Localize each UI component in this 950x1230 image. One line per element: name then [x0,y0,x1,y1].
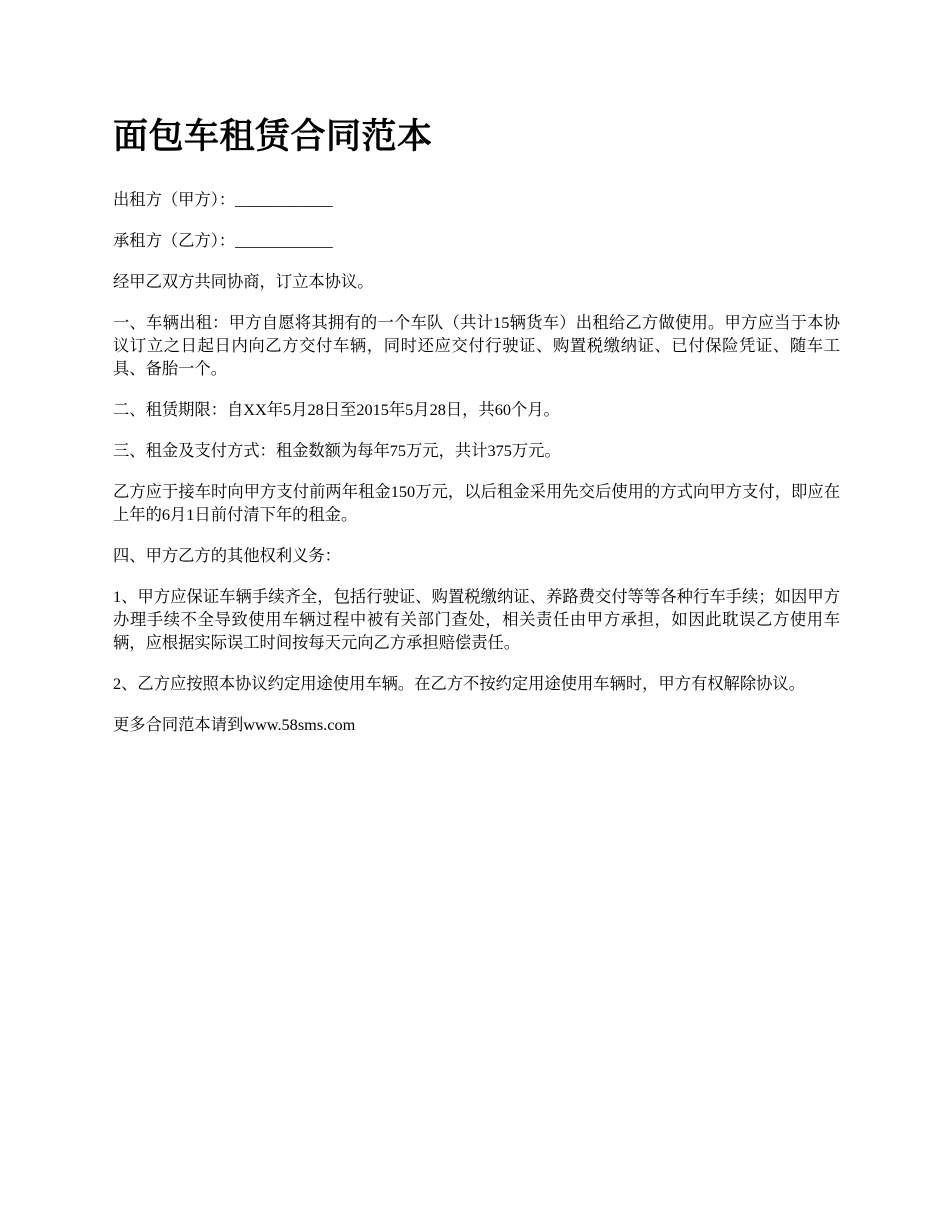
obligation-item-1: 1、甲方应保证车辆手续齐全，包括行驶证、购置税缴纳证、养路费交付等等各种行车手续；如因甲方办理手续不全导致使用车辆过程中被有关部门查处，相关责任由甲方承担，如因此耽误乙方使用车辆，应根据实际误工时间按每天元向乙方承担赔偿责任。 [113,587,840,652]
agreement-intro: 经甲乙双方共同协商，订立本协议。 [113,272,374,291]
footer-more-templates: 更多合同范本请到www.58sms.com [113,715,356,734]
lessor-line: 出租方（甲方）：____________ [113,190,333,209]
document-title: 面包车租赁合同范本 [113,117,433,157]
obligation-item-2: 2、乙方应按照本协议约定用途使用车辆。在乙方不按约定用途使用车辆时，甲方有权解除协议。 [113,674,805,693]
clause-lease-term: 二、租赁期限：自XX年5月28日至2015年5月28日，共60个月。 [113,400,560,419]
rent-payment-details: 乙方应于接车时向甲方支付前两年租金150万元，以后租金采用先交后使用的方式向甲方支付，即应在上年的6月1日前付清下年的租金。 [113,482,840,524]
document-page [113,112,840,754]
clause-rent-payment: 三、租金及支付方式：租金数额为每年75万元，共计375万元。 [113,441,561,460]
lessee-line: 承租方（乙方）：____________ [113,231,333,250]
clause-vehicle-rental: 一、车辆出租：甲方自愿将其拥有的一个车队（共计15辆货车）出租给乙方做使用。甲方应当于本协议订立之日起日内向乙方交付车辆，同时还应交付行驶证、购置税缴纳证、已付保险凭证、随车工具、备胎一个。 [113,313,840,378]
clause-rights-obligations: 四、甲方乙方的其他权利义务： [113,546,341,565]
